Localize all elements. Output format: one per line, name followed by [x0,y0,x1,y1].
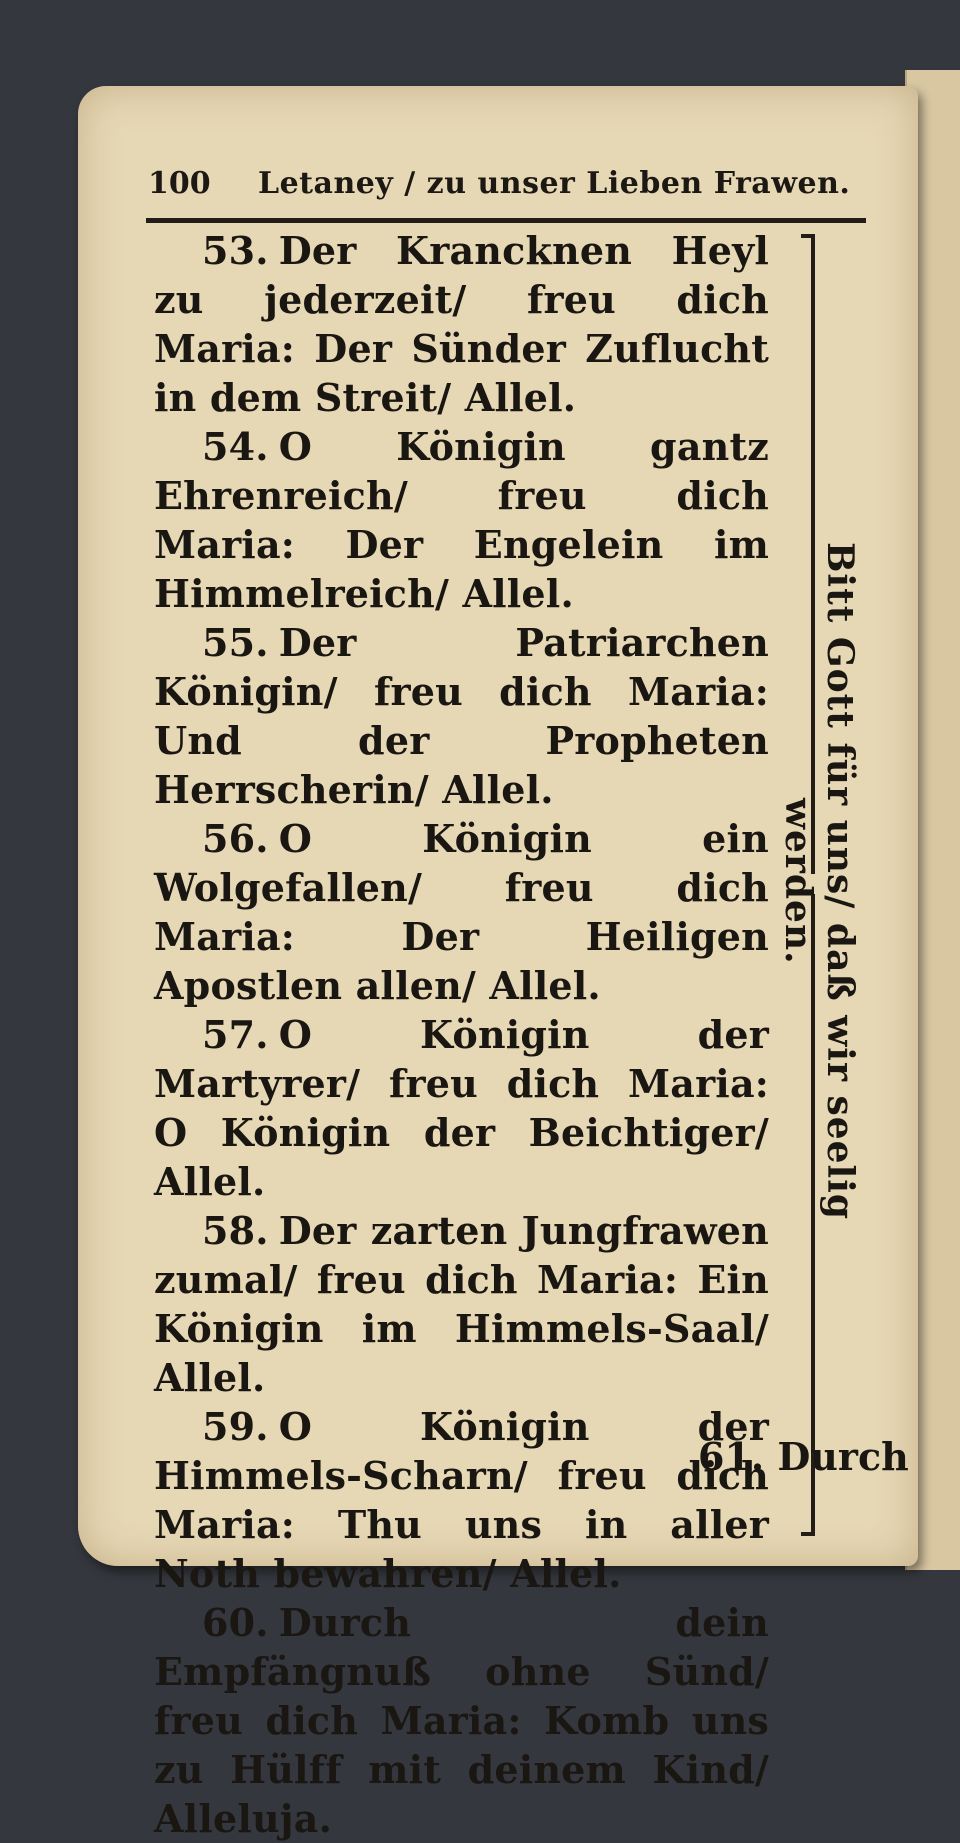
verse-number: 59. [202,1404,269,1449]
marginal-refrain: Bitt Gott für uns/ daß wir seelig werden. [777,541,861,1221]
verse-number: 56. [202,816,269,861]
book-page [78,86,918,1841]
verse-text: Durch dein Empfängnuß ohne Sünd/ freu dich Maria: Komb uns zu Hülff mit deinem Kind/ Alleluja. [154,1600,769,1841]
verse [154,1206,769,1402]
header-rule [146,218,866,223]
verse-text: O Königin der Himmels-Scharn/ freu dich Maria: Thu uns in aller Noth bewahren/ Allel. [154,1404,769,1596]
verse-number: 60. [202,1600,269,1645]
verse-text: Der Patriarchen Königin/ freu dich Maria: Und der Propheten Herrscherin/ Allel. [154,620,769,812]
verse [154,226,769,422]
running-title: Letaney / zu unser Lieben Frawen. [258,166,851,201]
verse-text: O Königin ein Wolgefallen/ freu dich Maria: Der Heiligen Apostlen allen/ Allel. [154,816,769,1008]
verse-number: 53. [202,228,269,273]
verse-number: 54. [202,424,269,469]
page-header [148,158,868,210]
verse [154,1598,769,1843]
verse [154,1402,769,1598]
verse-text: Der zarten Jungfrawen zumal/ freu dich Maria: Ein Königin im Himmels-Saal/ Allel. [154,1208,769,1400]
page-number: 100 [148,166,211,201]
verse-number: 58. [202,1208,269,1253]
catchword: 61. Durch [698,1434,909,1479]
verse-number: 55. [202,620,269,665]
litany-text [154,226,769,1843]
verse [154,618,769,814]
verse-number: 57. [202,1012,269,1057]
verse-text: O Königin gantz Ehrenreich/ freu dich Maria: Der Engelein im Himmelreich/ Allel. [154,424,769,616]
verse [154,814,769,1010]
bracket-tip [801,1532,815,1536]
verse [154,1010,769,1206]
verse-text: O Königin der Martyrer/ freu dich Maria: O Königin der Beichtiger/ Allel. [154,1012,769,1204]
verse [154,422,769,618]
verse-text: Der Krancknen Heyl zu jederzeit/ freu dich Maria: Der Sünder Zuflucht in dem Streit/ Allel. [154,228,769,420]
